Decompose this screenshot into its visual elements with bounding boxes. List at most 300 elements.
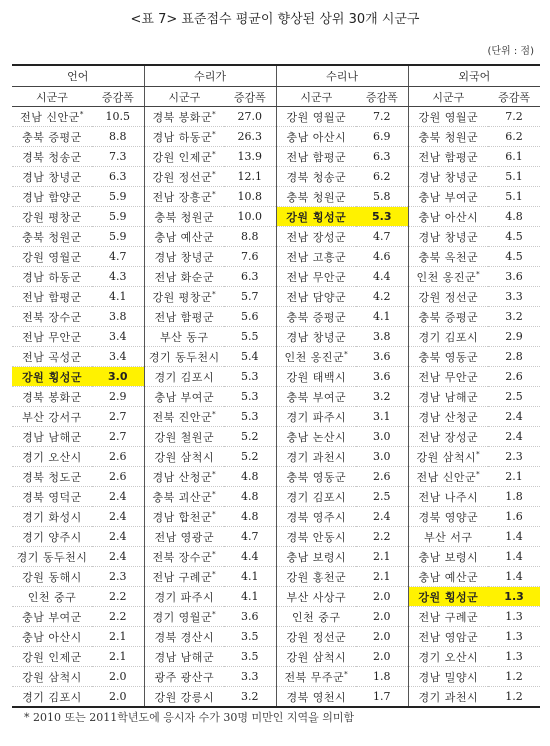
region-cell — [408, 107, 488, 127]
region-cell — [144, 247, 224, 267]
region-name: 경남 창녕군 — [154, 250, 215, 264]
region-name: 충남 아산시 — [286, 130, 347, 144]
region-cell — [144, 587, 224, 607]
region-cell — [276, 547, 356, 567]
change-value: 2.6 — [488, 367, 540, 387]
region-name: 강원 삼척시 — [154, 450, 215, 464]
region-name: 경남 산청군 — [152, 470, 213, 484]
region-name: 충북 증평군 — [22, 130, 82, 144]
region-cell — [408, 287, 488, 307]
region-name: 경북 청도군 — [22, 470, 82, 484]
region-cell — [276, 647, 356, 667]
region-name: 전남 장성군 — [418, 430, 479, 444]
change-value: 2.8 — [488, 347, 540, 367]
col-header-change: 증감폭 — [488, 87, 540, 107]
region-name: 충남 부여군 — [154, 390, 215, 404]
region-cell — [408, 547, 488, 567]
region-cell — [12, 247, 92, 267]
change-value: 1.4 — [488, 567, 540, 587]
region-cell — [144, 687, 224, 708]
change-value: 1.3 — [488, 607, 540, 627]
region-cell — [276, 307, 356, 327]
region-name: 강원 영월군 — [286, 110, 347, 124]
change-value: 5.5 — [224, 327, 276, 347]
region-name: 강원 삼척시 — [22, 670, 82, 684]
region-cell — [12, 587, 92, 607]
table-row — [12, 607, 540, 627]
change-value: 5.3 — [356, 207, 408, 227]
footnote-marker: * — [212, 109, 217, 118]
change-value: 5.3 — [224, 387, 276, 407]
region-cell — [12, 667, 92, 687]
region-name: 경북 안동시 — [286, 530, 347, 544]
region-name: 부산 서구 — [424, 530, 473, 544]
table-row — [12, 647, 540, 667]
region-name: 전남 무안군 — [22, 330, 82, 344]
change-value: 5.9 — [92, 207, 144, 227]
region-cell — [408, 367, 488, 387]
region-cell — [276, 687, 356, 708]
change-value: 3.8 — [92, 307, 144, 327]
change-value: 6.3 — [224, 267, 276, 287]
change-value: 3.2 — [488, 307, 540, 327]
region-name: 경기 영월군 — [152, 610, 213, 624]
footnote-marker: * — [212, 489, 217, 498]
region-cell — [12, 467, 92, 487]
region-cell — [12, 327, 92, 347]
region-name: 충북 옥천군 — [418, 250, 479, 264]
region-cell — [144, 307, 224, 327]
region-name: 전남 무안군 — [286, 270, 347, 284]
table-body — [12, 107, 540, 708]
region-name: 경기 동두천시 — [148, 350, 220, 364]
change-value: 2.4 — [92, 487, 144, 507]
region-cell — [144, 387, 224, 407]
change-value: 4.1 — [92, 287, 144, 307]
change-value: 5.7 — [224, 287, 276, 307]
region-name: 경남 창녕군 — [418, 170, 479, 184]
region-name: 충남 보령시 — [286, 550, 347, 564]
region-name: 전남 나주시 — [418, 490, 479, 504]
change-value: 13.9 — [224, 147, 276, 167]
change-value: 2.6 — [92, 467, 144, 487]
region-cell — [408, 267, 488, 287]
region-name: 강원 정선군 — [152, 170, 213, 184]
change-value: 4.3 — [92, 267, 144, 287]
region-name: 강원 영월군 — [22, 250, 82, 264]
region-cell — [408, 567, 488, 587]
table-row — [12, 547, 540, 567]
table-row — [12, 307, 540, 327]
change-value: 2.2 — [92, 607, 144, 627]
change-value: 1.3 — [488, 587, 540, 607]
change-value: 5.4 — [224, 347, 276, 367]
region-name: 전남 장흥군 — [152, 190, 213, 204]
footnote-marker: * — [212, 609, 217, 618]
change-value: 4.1 — [224, 587, 276, 607]
region-name: 경남 창녕군 — [418, 230, 479, 244]
region-cell — [276, 207, 356, 227]
region-name: 인천 중구 — [292, 610, 341, 624]
region-cell — [408, 147, 488, 167]
region-cell — [12, 447, 92, 467]
region-name: 경북 영주시 — [286, 510, 347, 524]
region-name: 경북 봉화군 — [152, 110, 213, 124]
region-name: 강원 삼척시 — [286, 650, 347, 664]
change-value: 3.6 — [356, 347, 408, 367]
region-name: 전남 담양군 — [286, 290, 347, 304]
region-name: 경기 김포시 — [286, 490, 347, 504]
region-name: 충북 청원군 — [286, 190, 347, 204]
region-cell — [12, 227, 92, 247]
change-value: 4.2 — [356, 287, 408, 307]
change-value: 4.4 — [224, 547, 276, 567]
region-name: 충북 청원군 — [154, 210, 215, 224]
change-value: 1.6 — [488, 507, 540, 527]
table-row — [12, 627, 540, 647]
region-name: 강원 횡성군 — [418, 590, 479, 604]
region-name: 전남 영광군 — [154, 530, 215, 544]
region-name: 전북 진안군 — [152, 410, 213, 424]
region-cell — [408, 247, 488, 267]
change-value: 4.6 — [356, 247, 408, 267]
region-cell — [12, 407, 92, 427]
region-cell — [12, 607, 92, 627]
change-value: 3.3 — [488, 287, 540, 307]
region-name: 전남 화순군 — [154, 270, 215, 284]
region-name: 경남 합천군 — [152, 510, 213, 524]
col-header-region: 시군구 — [276, 87, 356, 107]
region-name: 충남 예산군 — [418, 570, 479, 584]
footnote-marker: * — [344, 349, 349, 358]
region-name: 인천 옹진군 — [416, 270, 477, 284]
change-value: 4.4 — [356, 267, 408, 287]
change-value: 3.0 — [356, 427, 408, 447]
change-value: 3.4 — [92, 347, 144, 367]
region-cell — [12, 627, 92, 647]
table-row — [12, 587, 540, 607]
change-value: 2.7 — [92, 427, 144, 447]
region-cell — [144, 107, 224, 127]
change-value: 4.7 — [224, 527, 276, 547]
region-name: 전남 영암군 — [418, 630, 479, 644]
table-row — [12, 347, 540, 367]
change-value: 3.5 — [224, 647, 276, 667]
region-name: 경남 밀양시 — [418, 670, 479, 684]
footnote-marker: * — [344, 669, 349, 678]
region-cell — [276, 407, 356, 427]
col-header-change: 증감폭 — [356, 87, 408, 107]
region-name: 전남 구례군 — [418, 610, 479, 624]
region-cell — [144, 667, 224, 687]
change-value: 2.2 — [356, 527, 408, 547]
region-cell — [276, 667, 356, 687]
region-cell — [408, 167, 488, 187]
change-value: 8.8 — [92, 127, 144, 147]
region-name: 강원 철원군 — [154, 430, 215, 444]
region-cell — [276, 227, 356, 247]
region-name: 경남 창녕군 — [286, 330, 347, 344]
change-value: 6.2 — [488, 127, 540, 147]
region-name: 인천 중구 — [27, 590, 77, 604]
region-cell — [144, 627, 224, 647]
change-value: 1.8 — [356, 667, 408, 687]
region-cell — [12, 647, 92, 667]
region-cell — [408, 487, 488, 507]
region-name: 강원 평창군 — [22, 210, 82, 224]
change-value: 2.9 — [488, 327, 540, 347]
change-value: 2.6 — [356, 467, 408, 487]
table-row — [12, 507, 540, 527]
region-name: 전남 신안군 — [20, 110, 80, 124]
change-value: 2.0 — [356, 627, 408, 647]
region-name: 경기 동두천시 — [16, 550, 88, 564]
footnote: * 2010 또는 2011학년도에 응시자 수가 30명 미만인 지역을 의미함 — [24, 711, 355, 724]
group-header-math-ga: 수리가 — [144, 65, 276, 87]
region-name: 경남 함양군 — [22, 190, 82, 204]
region-name: 부산 강서구 — [22, 410, 82, 424]
region-cell — [12, 687, 92, 708]
table-row — [12, 687, 540, 708]
region-name: 경북 청송군 — [286, 170, 347, 184]
region-cell — [12, 187, 92, 207]
change-value: 2.0 — [356, 647, 408, 667]
region-name: 경기 양주시 — [22, 530, 82, 544]
region-cell — [144, 207, 224, 227]
table-row — [12, 107, 540, 127]
region-name: 강원 인제군 — [22, 650, 82, 664]
table-row — [12, 207, 540, 227]
footnote-marker: * — [476, 269, 481, 278]
change-value: 5.1 — [488, 187, 540, 207]
table-row — [12, 287, 540, 307]
region-cell — [144, 167, 224, 187]
table-row — [12, 187, 540, 207]
region-name: 충남 보령시 — [418, 550, 479, 564]
change-value: 5.9 — [92, 187, 144, 207]
table-row — [12, 247, 540, 267]
change-value: 2.5 — [356, 487, 408, 507]
region-name: 경기 김포시 — [22, 690, 82, 704]
region-name: 경남 남해군 — [154, 650, 215, 664]
change-value: 2.4 — [488, 407, 540, 427]
region-cell — [144, 487, 224, 507]
change-value: 6.3 — [92, 167, 144, 187]
region-name: 강원 정선군 — [418, 290, 479, 304]
region-cell — [12, 267, 92, 287]
region-cell — [144, 127, 224, 147]
footnote-marker: * — [476, 469, 481, 478]
region-cell — [276, 327, 356, 347]
region-name: 강원 홍천군 — [286, 570, 347, 584]
region-name: 충남 부여군 — [22, 610, 82, 624]
region-name: 전남 함평군 — [22, 290, 82, 304]
change-value: 10.5 — [92, 107, 144, 127]
region-cell — [144, 347, 224, 367]
change-value: 4.8 — [224, 507, 276, 527]
region-name: 전남 함평군 — [286, 150, 347, 164]
change-value: 2.1 — [356, 547, 408, 567]
region-cell — [408, 507, 488, 527]
change-value: 4.8 — [224, 487, 276, 507]
region-cell — [144, 227, 224, 247]
change-value: 3.2 — [356, 387, 408, 407]
change-value: 2.1 — [92, 647, 144, 667]
region-cell — [408, 307, 488, 327]
footnote-marker: * — [476, 449, 481, 458]
region-cell — [408, 627, 488, 647]
region-name: 강원 영월군 — [418, 110, 479, 124]
change-value: 3.6 — [356, 367, 408, 387]
region-name: 충남 아산시 — [418, 210, 479, 224]
table-row — [12, 327, 540, 347]
change-value: 2.5 — [488, 387, 540, 407]
region-cell — [276, 607, 356, 627]
region-name: 경북 영양군 — [418, 510, 479, 524]
change-value: 1.3 — [488, 647, 540, 667]
change-value: 2.2 — [92, 587, 144, 607]
change-value: 2.4 — [92, 547, 144, 567]
footnote-marker: * — [212, 169, 217, 178]
region-name: 강원 강릉시 — [154, 690, 215, 704]
region-name: 경북 봉화군 — [22, 390, 82, 404]
region-cell — [408, 207, 488, 227]
region-cell — [276, 367, 356, 387]
region-cell — [276, 267, 356, 287]
footnote-marker: * — [212, 409, 217, 418]
region-name: 인천 옹진군 — [284, 350, 345, 364]
region-cell — [144, 547, 224, 567]
region-cell — [144, 427, 224, 447]
region-name: 경기 과천시 — [286, 450, 347, 464]
region-name: 충북 영동군 — [418, 350, 479, 364]
region-cell — [276, 427, 356, 447]
region-cell — [276, 587, 356, 607]
region-cell — [144, 527, 224, 547]
table-row — [12, 527, 540, 547]
region-name: 충남 예산군 — [154, 230, 215, 244]
region-cell — [276, 507, 356, 527]
region-cell — [276, 567, 356, 587]
region-cell — [276, 467, 356, 487]
region-cell — [276, 147, 356, 167]
region-cell — [12, 127, 92, 147]
change-value: 2.1 — [488, 467, 540, 487]
change-value: 10.0 — [224, 207, 276, 227]
region-name: 경기 김포시 — [154, 370, 215, 384]
region-name: 경남 남해군 — [22, 430, 82, 444]
change-value: 2.0 — [92, 667, 144, 687]
region-cell — [12, 567, 92, 587]
footnote-marker: * — [79, 109, 84, 118]
change-value: 3.8 — [356, 327, 408, 347]
change-value: 2.4 — [488, 427, 540, 447]
region-name: 전북 장수군 — [152, 550, 213, 564]
change-value: 1.3 — [488, 627, 540, 647]
footnote-marker: * — [212, 129, 217, 138]
table-row — [12, 167, 540, 187]
change-value: 1.4 — [488, 547, 540, 567]
region-cell — [12, 107, 92, 127]
footnote-marker: * — [212, 569, 217, 578]
region-cell — [12, 347, 92, 367]
change-value: 8.8 — [224, 227, 276, 247]
region-name: 전남 고흥군 — [286, 250, 347, 264]
region-cell — [276, 247, 356, 267]
region-cell — [276, 447, 356, 467]
region-cell — [12, 507, 92, 527]
table-row — [12, 147, 540, 167]
change-value: 5.1 — [488, 167, 540, 187]
region-cell — [12, 427, 92, 447]
change-value: 4.5 — [488, 247, 540, 267]
change-value: 5.8 — [356, 187, 408, 207]
region-cell — [12, 367, 92, 387]
region-name: 경기 파주시 — [286, 410, 347, 424]
table-row — [12, 367, 540, 387]
change-value: 5.2 — [224, 427, 276, 447]
change-value: 6.3 — [356, 147, 408, 167]
footnote-marker: * — [212, 149, 217, 158]
footnote-marker: * — [212, 189, 217, 198]
region-cell — [408, 387, 488, 407]
region-name: 전남 구례군 — [152, 570, 213, 584]
region-name: 부산 사상구 — [286, 590, 347, 604]
table-row — [12, 407, 540, 427]
change-value: 2.0 — [92, 687, 144, 708]
footnote-marker: * — [212, 469, 217, 478]
table-row — [12, 567, 540, 587]
change-value: 2.4 — [356, 507, 408, 527]
region-cell — [276, 187, 356, 207]
change-value: 3.1 — [356, 407, 408, 427]
region-cell — [12, 307, 92, 327]
region-name: 전북 장수군 — [22, 310, 82, 324]
change-value: 2.3 — [488, 447, 540, 467]
region-cell — [12, 487, 92, 507]
change-value: 2.0 — [356, 587, 408, 607]
region-cell — [408, 467, 488, 487]
region-cell — [408, 347, 488, 367]
region-cell — [276, 167, 356, 187]
change-value: 3.0 — [92, 367, 144, 387]
region-cell — [408, 527, 488, 547]
change-value: 4.1 — [356, 307, 408, 327]
change-value: 1.4 — [488, 527, 540, 547]
region-name: 경기 화성시 — [22, 510, 82, 524]
region-cell — [144, 507, 224, 527]
region-cell — [276, 627, 356, 647]
region-cell — [12, 547, 92, 567]
region-name: 충북 괴산군 — [152, 490, 213, 504]
region-name: 경남 창녕군 — [22, 170, 82, 184]
region-name: 충북 증평군 — [418, 310, 479, 324]
region-cell — [408, 187, 488, 207]
region-cell — [276, 107, 356, 127]
region-name: 충북 청원군 — [22, 230, 82, 244]
region-cell — [276, 387, 356, 407]
region-name: 경기 파주시 — [154, 590, 215, 604]
region-cell — [276, 287, 356, 307]
region-name: 경기 오산시 — [418, 650, 479, 664]
region-cell — [144, 287, 224, 307]
change-value: 2.4 — [92, 527, 144, 547]
region-cell — [12, 527, 92, 547]
table-row — [12, 427, 540, 447]
region-cell — [144, 407, 224, 427]
table-title: <표 7> 표준점수 평균이 향상된 상위 30개 시군구 — [130, 12, 420, 27]
region-cell — [144, 267, 224, 287]
